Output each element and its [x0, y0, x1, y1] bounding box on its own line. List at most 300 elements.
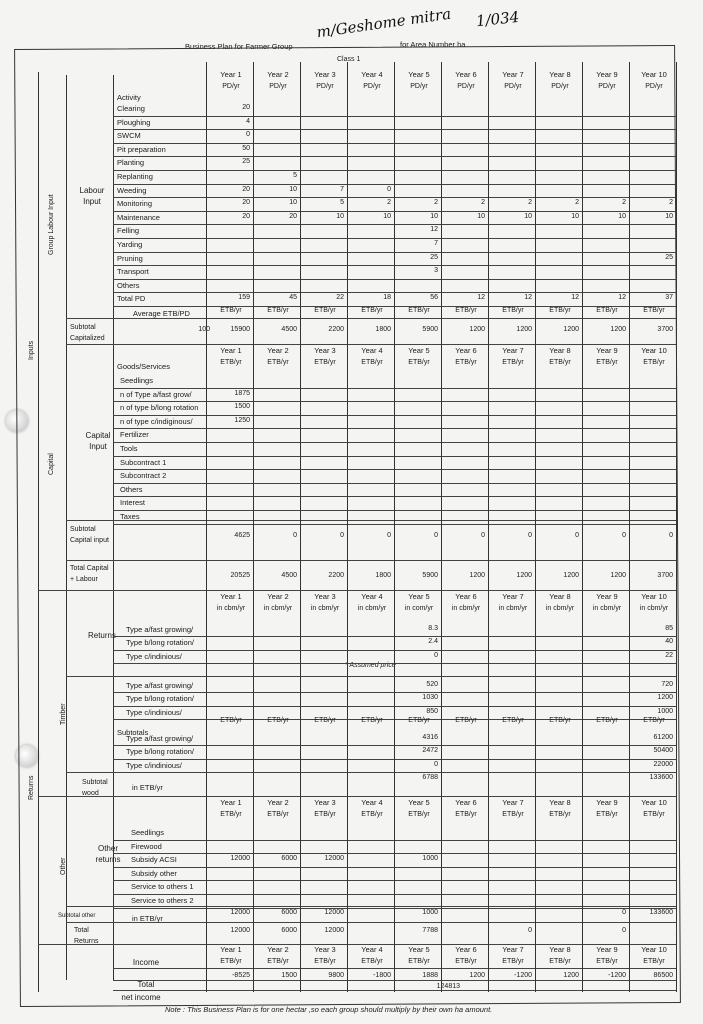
column-rule [300, 62, 301, 992]
table-cell: 0 [434, 760, 438, 768]
year-header: Year 6 [455, 945, 477, 954]
year-header: Year 2 [267, 70, 289, 79]
row-rule [38, 590, 676, 591]
row-rule [38, 796, 676, 797]
unit-header: ETB/yr [502, 811, 524, 818]
year-header: Year 5 [408, 592, 430, 601]
total-cell: 6000 [281, 927, 297, 934]
income-cell: -8525 [232, 972, 250, 979]
year-header: Year 8 [549, 592, 571, 601]
unit-header: PD/yr [504, 83, 522, 90]
row-rule [66, 344, 676, 345]
row-label: Type c/indinious/ [126, 760, 182, 770]
table-cell: 20 [289, 212, 297, 220]
unit-header: ETB/yr [220, 717, 242, 724]
total-cell: 1200 [516, 572, 532, 579]
activity-label: Activity [117, 93, 141, 102]
table-cell: 0 [434, 651, 438, 659]
row-label: Interest [120, 498, 146, 508]
subtotal-cell: 15900 [230, 326, 250, 333]
side-label-group-labour: Group Labour Input [48, 194, 55, 255]
unit-header: ETB/yr [408, 811, 430, 818]
table-cell: 10 [289, 185, 297, 193]
year-header: Year 7 [502, 798, 524, 807]
net-income-value: 124813 [436, 983, 460, 990]
capital-input-label: Capital Input [85, 431, 111, 451]
unit-header: PD/yr [598, 83, 616, 90]
table-cell: 6000 [281, 855, 297, 863]
table-cell: 12 [524, 294, 532, 302]
total-cell: 12000 [324, 927, 344, 934]
row-label: Subsidy other [131, 868, 177, 878]
row-label: Planting [117, 158, 145, 168]
year-header: Year 8 [549, 798, 571, 807]
unit-header: ETB/yr [361, 958, 383, 965]
table-cell: 10 [618, 212, 626, 220]
table-cell: 2 [669, 199, 673, 207]
column-rule [629, 62, 630, 992]
year-header: Year 5 [408, 945, 430, 954]
area-number: for Area Number ha [400, 40, 466, 49]
year-header: Year 3 [314, 592, 336, 601]
row-label: Ploughing [117, 117, 151, 127]
unit-header: ETB/yr [267, 811, 289, 818]
row-label: Weeding [117, 185, 147, 195]
unit-header: ETB/yr [267, 958, 289, 965]
year-header: Year 7 [502, 346, 524, 355]
income-cell: 86500 [653, 972, 673, 979]
row-label: Subcontract 2 [120, 471, 167, 481]
row-label: Transport [117, 267, 149, 277]
total-cell: 1200 [469, 572, 485, 579]
unit-header: ETB/yr [361, 811, 383, 818]
row-label: Subcontract 1 [120, 457, 167, 467]
subtotal-cell: 0 [528, 532, 532, 539]
table-cell: 10 [289, 199, 297, 207]
total-label: Total [137, 980, 155, 989]
table-cell: 37 [665, 294, 673, 302]
row-label: Type c/indinious/ [126, 707, 182, 717]
unit-header: ETB/yr [643, 717, 665, 724]
row-label: Felling [117, 226, 140, 236]
unit-header: ETB/yr [549, 717, 571, 724]
table-cell: 520 [426, 681, 438, 688]
income-cell: 1888 [422, 972, 438, 979]
subtotal-rate: 100 [198, 326, 210, 333]
unit-header: ETB/yr [220, 359, 242, 366]
table-cell: 7 [340, 185, 344, 193]
row-label: n of type b/long rotation [120, 403, 199, 413]
row-rule [66, 772, 676, 773]
subtotal-cell: 3700 [657, 326, 673, 333]
row-label: Seedlings [120, 376, 153, 385]
total-capital-labour-label: Total Capital + Labour [70, 565, 109, 583]
row-label: SWCM [117, 131, 141, 141]
row-label: Firewood [131, 841, 162, 851]
table-cell: 10 [336, 212, 344, 220]
year-header: Year 10 [641, 346, 667, 355]
year-header: Year 10 [641, 70, 667, 79]
unit-header: ETB/yr [267, 717, 289, 724]
row-label: Total PD [117, 294, 146, 304]
subtotal-cell: 5900 [422, 326, 438, 333]
total-cell: 20525 [230, 572, 250, 579]
total-cell: 7788 [422, 927, 438, 934]
row-label: Taxes [120, 512, 140, 521]
year-header: Year 8 [549, 945, 571, 954]
year-header: Year 6 [455, 592, 477, 601]
year-header: Year 5 [408, 798, 430, 807]
unit-header: ETB/yr [267, 359, 289, 366]
year-header: Year 2 [267, 346, 289, 355]
row-label: Yarding [117, 240, 143, 249]
unit-header: ETB/yr [220, 958, 242, 965]
unit-header: ETB/yr [455, 811, 477, 818]
table-cell: 4 [246, 117, 250, 125]
row-rule [66, 906, 676, 907]
subtotal-cell: 0 [669, 532, 673, 539]
table-cell: 12 [571, 294, 579, 302]
year-header: Year 7 [502, 945, 524, 954]
year-header: Year 7 [502, 592, 524, 601]
unit-header: PD/yr [410, 83, 428, 90]
table-cell: 20 [242, 199, 250, 207]
year-header: Year 4 [361, 592, 383, 601]
row-label: Type b/long rotation/ [126, 694, 194, 704]
year-header: Year 1 [220, 70, 242, 79]
table-cell: 0 [246, 131, 250, 139]
row-label: Pit preparation [117, 144, 166, 154]
year-header: Year 9 [596, 346, 618, 355]
unit-header: in cbm/yr [498, 605, 528, 612]
column-rule [394, 62, 395, 992]
total-cell: 1200 [610, 572, 626, 579]
table-cell: 8.3 [428, 625, 438, 632]
row-label: Tools [120, 444, 138, 453]
table-cell: 0 [387, 185, 391, 193]
table-cell: 18 [383, 294, 391, 302]
subtotal-cell: 0 [575, 532, 579, 539]
year-header: Year 9 [596, 70, 618, 79]
table-cell: 22 [665, 651, 673, 659]
side-label-capital: Capital [48, 453, 55, 475]
goods-services-label: Goods/Services [117, 362, 170, 371]
row-rule [66, 676, 676, 677]
row-label: Type b/long rotation/ [126, 747, 194, 757]
table-cell: 12000 [324, 855, 344, 863]
income-cell: -1200 [608, 972, 626, 979]
total-cell: 3700 [657, 572, 673, 579]
income-cell: -1800 [373, 972, 391, 979]
year-header: Year 1 [220, 346, 242, 355]
row-label: Others [120, 484, 143, 494]
table-cell: 7 [434, 240, 438, 247]
unit-header: ETB/yr [408, 307, 430, 314]
income-cell: 1200 [469, 972, 485, 979]
row-label: Type a/fast growing/ [126, 734, 194, 743]
unit-header: ETB/yr [361, 717, 383, 724]
unit-header: ETB/yr [643, 307, 665, 314]
total-cell: 4500 [281, 572, 297, 579]
table-cell: 4316 [422, 734, 438, 741]
subtotal-cell: 1000 [422, 909, 438, 916]
column-rule [66, 75, 67, 980]
unit-header: ETB/yr [455, 958, 477, 965]
unit-header: ETB/yr [408, 958, 430, 965]
unit-header: ETB/yr [314, 307, 336, 314]
subtotal-cell: 6000 [281, 909, 297, 916]
total-cell: 5900 [422, 572, 438, 579]
subtotal-cell: 1200 [563, 326, 579, 333]
table-cell: 10 [571, 212, 579, 220]
year-header: Year 4 [361, 346, 383, 355]
year-header: Year 1 [220, 798, 242, 807]
total-cell: 0 [622, 927, 626, 934]
unit-header: ETB/yr [455, 717, 477, 724]
year-header: Year 2 [267, 798, 289, 807]
labour-input-label: Labour Input [79, 186, 105, 206]
unit-header: in cbm/yr [216, 605, 246, 612]
handwritten-number: 1/034 [475, 7, 521, 31]
unit-header: ETB/yr [549, 811, 571, 818]
row-label: Type a/fast growing/ [126, 681, 194, 690]
column-rule [347, 62, 348, 992]
year-header: Year 5 [408, 70, 430, 79]
table-cell: 2 [622, 199, 626, 207]
total-cell: 2200 [328, 572, 344, 579]
table-cell: 1200 [657, 694, 673, 702]
table-cell: 20 [242, 185, 250, 193]
row-label: Maintenance [117, 212, 160, 222]
unit-header: ETB/yr [596, 359, 618, 366]
table-cell: 10 [665, 212, 673, 220]
row-label: Fertilizer [120, 430, 149, 440]
table-cell: 10 [477, 212, 485, 220]
year-header: Year 9 [596, 945, 618, 954]
table-cell: 1000 [657, 707, 673, 715]
table-cell: 50400 [653, 747, 673, 755]
table-cell: 56 [430, 294, 438, 302]
income-cell: 1500 [281, 972, 297, 979]
year-header: Year 9 [596, 798, 618, 807]
row-label: Subsidy ACSI [131, 855, 177, 865]
subtotal-cell: 4500 [281, 326, 297, 333]
year-header: Year 4 [361, 70, 383, 79]
unit-header: ETB/yr [502, 958, 524, 965]
unit-header: ETB/yr [643, 359, 665, 366]
table-cell: 20 [242, 212, 250, 220]
unit-header: PD/yr [551, 83, 569, 90]
table-cell: 2 [434, 199, 438, 207]
subtotal-cell: 0 [387, 532, 391, 539]
table-cell: 25 [430, 253, 438, 261]
unit-header: ETB/yr [408, 359, 430, 366]
row-label: Type a/fast growing/ [126, 625, 194, 634]
column-rule [253, 62, 254, 992]
income-cell: 9800 [328, 972, 344, 979]
table-cell: 1000 [422, 855, 438, 863]
unit-header: ETB/yr [361, 307, 383, 314]
subtotal-cell: 0 [293, 532, 297, 539]
year-header: Year 3 [314, 945, 336, 954]
row-label: Service to others 2 [131, 896, 194, 905]
year-header: Year 4 [361, 945, 383, 954]
row-label: n of type c/indiginous/ [120, 416, 193, 426]
table-cell: 45 [289, 294, 297, 302]
unit-header: in cbm/yr [592, 605, 622, 612]
unit-header: PD/yr [363, 83, 381, 90]
row-label: n of Type a/fast grow/ [120, 389, 192, 399]
unit-header: PD/yr [269, 83, 287, 90]
side-label-other: Other [60, 857, 67, 875]
side-label-inputs: Inputs [28, 340, 35, 360]
year-header: Year 6 [455, 798, 477, 807]
table-cell: 25 [665, 253, 673, 261]
table-cell: 5 [293, 172, 297, 179]
subtotal-cell: 0 [622, 532, 626, 539]
row-label: Type c/indinious/ [126, 651, 182, 661]
unit-header: PD/yr [645, 83, 663, 90]
unit-header: ETB/yr [314, 958, 336, 965]
total-cell: 12000 [230, 927, 250, 934]
table-cell: 20 [242, 104, 250, 111]
net-income-label: net income [121, 993, 161, 1002]
year-header: Year 5 [408, 346, 430, 355]
table-cell: 22 [336, 294, 344, 302]
year-header: Year 8 [549, 346, 571, 355]
unit-header: ETB/yr [267, 307, 289, 314]
unit-header: ETB/yr [596, 958, 618, 965]
income-label: Income [132, 958, 160, 967]
subtotal-other-label: Subtotal other [58, 913, 96, 919]
subtotal-cell: 1800 [375, 326, 391, 333]
unit-header: ETB/yr [502, 307, 524, 314]
table-cell: 85 [665, 625, 673, 632]
income-cell: -1200 [514, 972, 532, 979]
unit-header: in cbm/yr [310, 605, 340, 612]
unit-header: PD/yr [316, 83, 334, 90]
year-header: Year 7 [502, 70, 524, 79]
table-cell: 2.4 [428, 638, 438, 646]
unit-header: ETB/yr [314, 359, 336, 366]
column-rule [535, 62, 536, 992]
subtotal-cell: 2200 [328, 326, 344, 333]
class-label: Class 1 [337, 56, 361, 63]
row-label: Seedlings [131, 828, 164, 837]
subtotal-other-unit: in ETB/yr [132, 914, 163, 923]
table-cell: 1875 [234, 389, 250, 397]
subtotal-cell: 133600 [649, 909, 673, 916]
unit-header: ETB/yr [596, 717, 618, 724]
unit-header: ETB/yr [220, 811, 242, 818]
year-header: Year 8 [549, 70, 571, 79]
total-returns-label: Total Returns [74, 927, 99, 945]
table-cell: 5 [340, 199, 344, 207]
row-label: Clearing [117, 104, 145, 113]
unit-header: ETB/yr [549, 359, 571, 366]
year-header: Year 9 [596, 592, 618, 601]
year-header: Year 1 [220, 945, 242, 954]
row-label: Replanting [117, 172, 153, 181]
column-rule [38, 72, 39, 992]
row-label: Type b/long rotation/ [126, 638, 194, 648]
unit-header: PD/yr [222, 83, 240, 90]
subtotal-wood-unit: in ETB/yr [132, 783, 163, 792]
table-cell: 10 [430, 212, 438, 220]
subtotal-cell: 1200 [610, 326, 626, 333]
table-cell: 25 [242, 158, 250, 166]
row-label: Service to others 1 [131, 882, 194, 892]
unit-header: ETB/yr [596, 307, 618, 314]
subtotal-cell: 1200 [516, 326, 532, 333]
table-cell: 61200 [653, 734, 673, 741]
subtotal-capitalized-label: Subtotal Capitalized [70, 324, 105, 342]
unit-header: in cbm/yr [545, 605, 575, 612]
unit-header: in cbm/yr [639, 605, 669, 612]
table-cell: 12 [477, 294, 485, 302]
row-label: Others [117, 280, 140, 290]
subtotal-cell: 0 [622, 909, 626, 916]
year-header: Year 6 [455, 346, 477, 355]
subtotal-cell: 12000 [324, 909, 344, 916]
table-cell: 10 [524, 212, 532, 220]
column-rule [676, 62, 677, 992]
table-cell: 2 [481, 199, 485, 207]
year-header: Year 4 [361, 798, 383, 807]
subtotal-cell: 4625 [234, 532, 250, 539]
table-cell: 50 [242, 144, 250, 152]
table-cell: 12000 [230, 855, 250, 863]
unit-header: ETB/yr [549, 307, 571, 314]
year-header: Year 3 [314, 798, 336, 807]
table-cell: 1500 [234, 403, 250, 411]
unit-header: ETB/yr [455, 359, 477, 366]
table-cell: 1250 [234, 416, 250, 424]
average-etb-label: Average ETB/PD [133, 309, 190, 318]
table-cell: 40 [665, 638, 673, 646]
handwritten-name: m/Geshome mitra [315, 4, 453, 42]
unit-header: ETB/yr [314, 717, 336, 724]
subtotal-cell: 1200 [469, 326, 485, 333]
subtotal-cell: 6788 [422, 774, 438, 781]
unit-header: ETB/yr [361, 359, 383, 366]
table-cell: 2472 [422, 747, 438, 755]
subtotal-cell: 0 [340, 532, 344, 539]
row-label: Monitoring [117, 199, 153, 209]
column-rule [206, 62, 207, 992]
table-cell: 2 [575, 199, 579, 207]
unit-header: in com/yr [404, 605, 434, 612]
unit-header: ETB/yr [455, 307, 477, 314]
year-header: Year 2 [267, 592, 289, 601]
table-cell: 1030 [422, 694, 438, 702]
year-header: Year 10 [641, 798, 667, 807]
table-cell: 2 [387, 199, 391, 207]
total-cell: 0 [528, 927, 532, 934]
year-header: Year 3 [314, 70, 336, 79]
unit-header: in cbm/yr [451, 605, 481, 612]
unit-header: PD/yr [457, 83, 475, 90]
table-cell: 10 [383, 212, 391, 220]
subtotal-cell: 0 [434, 532, 438, 539]
timber-subtotals-label: Subtotals [117, 728, 149, 737]
unit-header: ETB/yr [549, 958, 571, 965]
footer-note: Note : This Business Plan is for one hectar ,so each group should multiply by their own ha amount. [165, 1005, 493, 1014]
subtotal-cell: 133600 [649, 774, 673, 781]
row-label: Pruning [117, 253, 143, 263]
column-rule [488, 62, 489, 992]
unit-header: in cbm/yr [357, 605, 387, 612]
